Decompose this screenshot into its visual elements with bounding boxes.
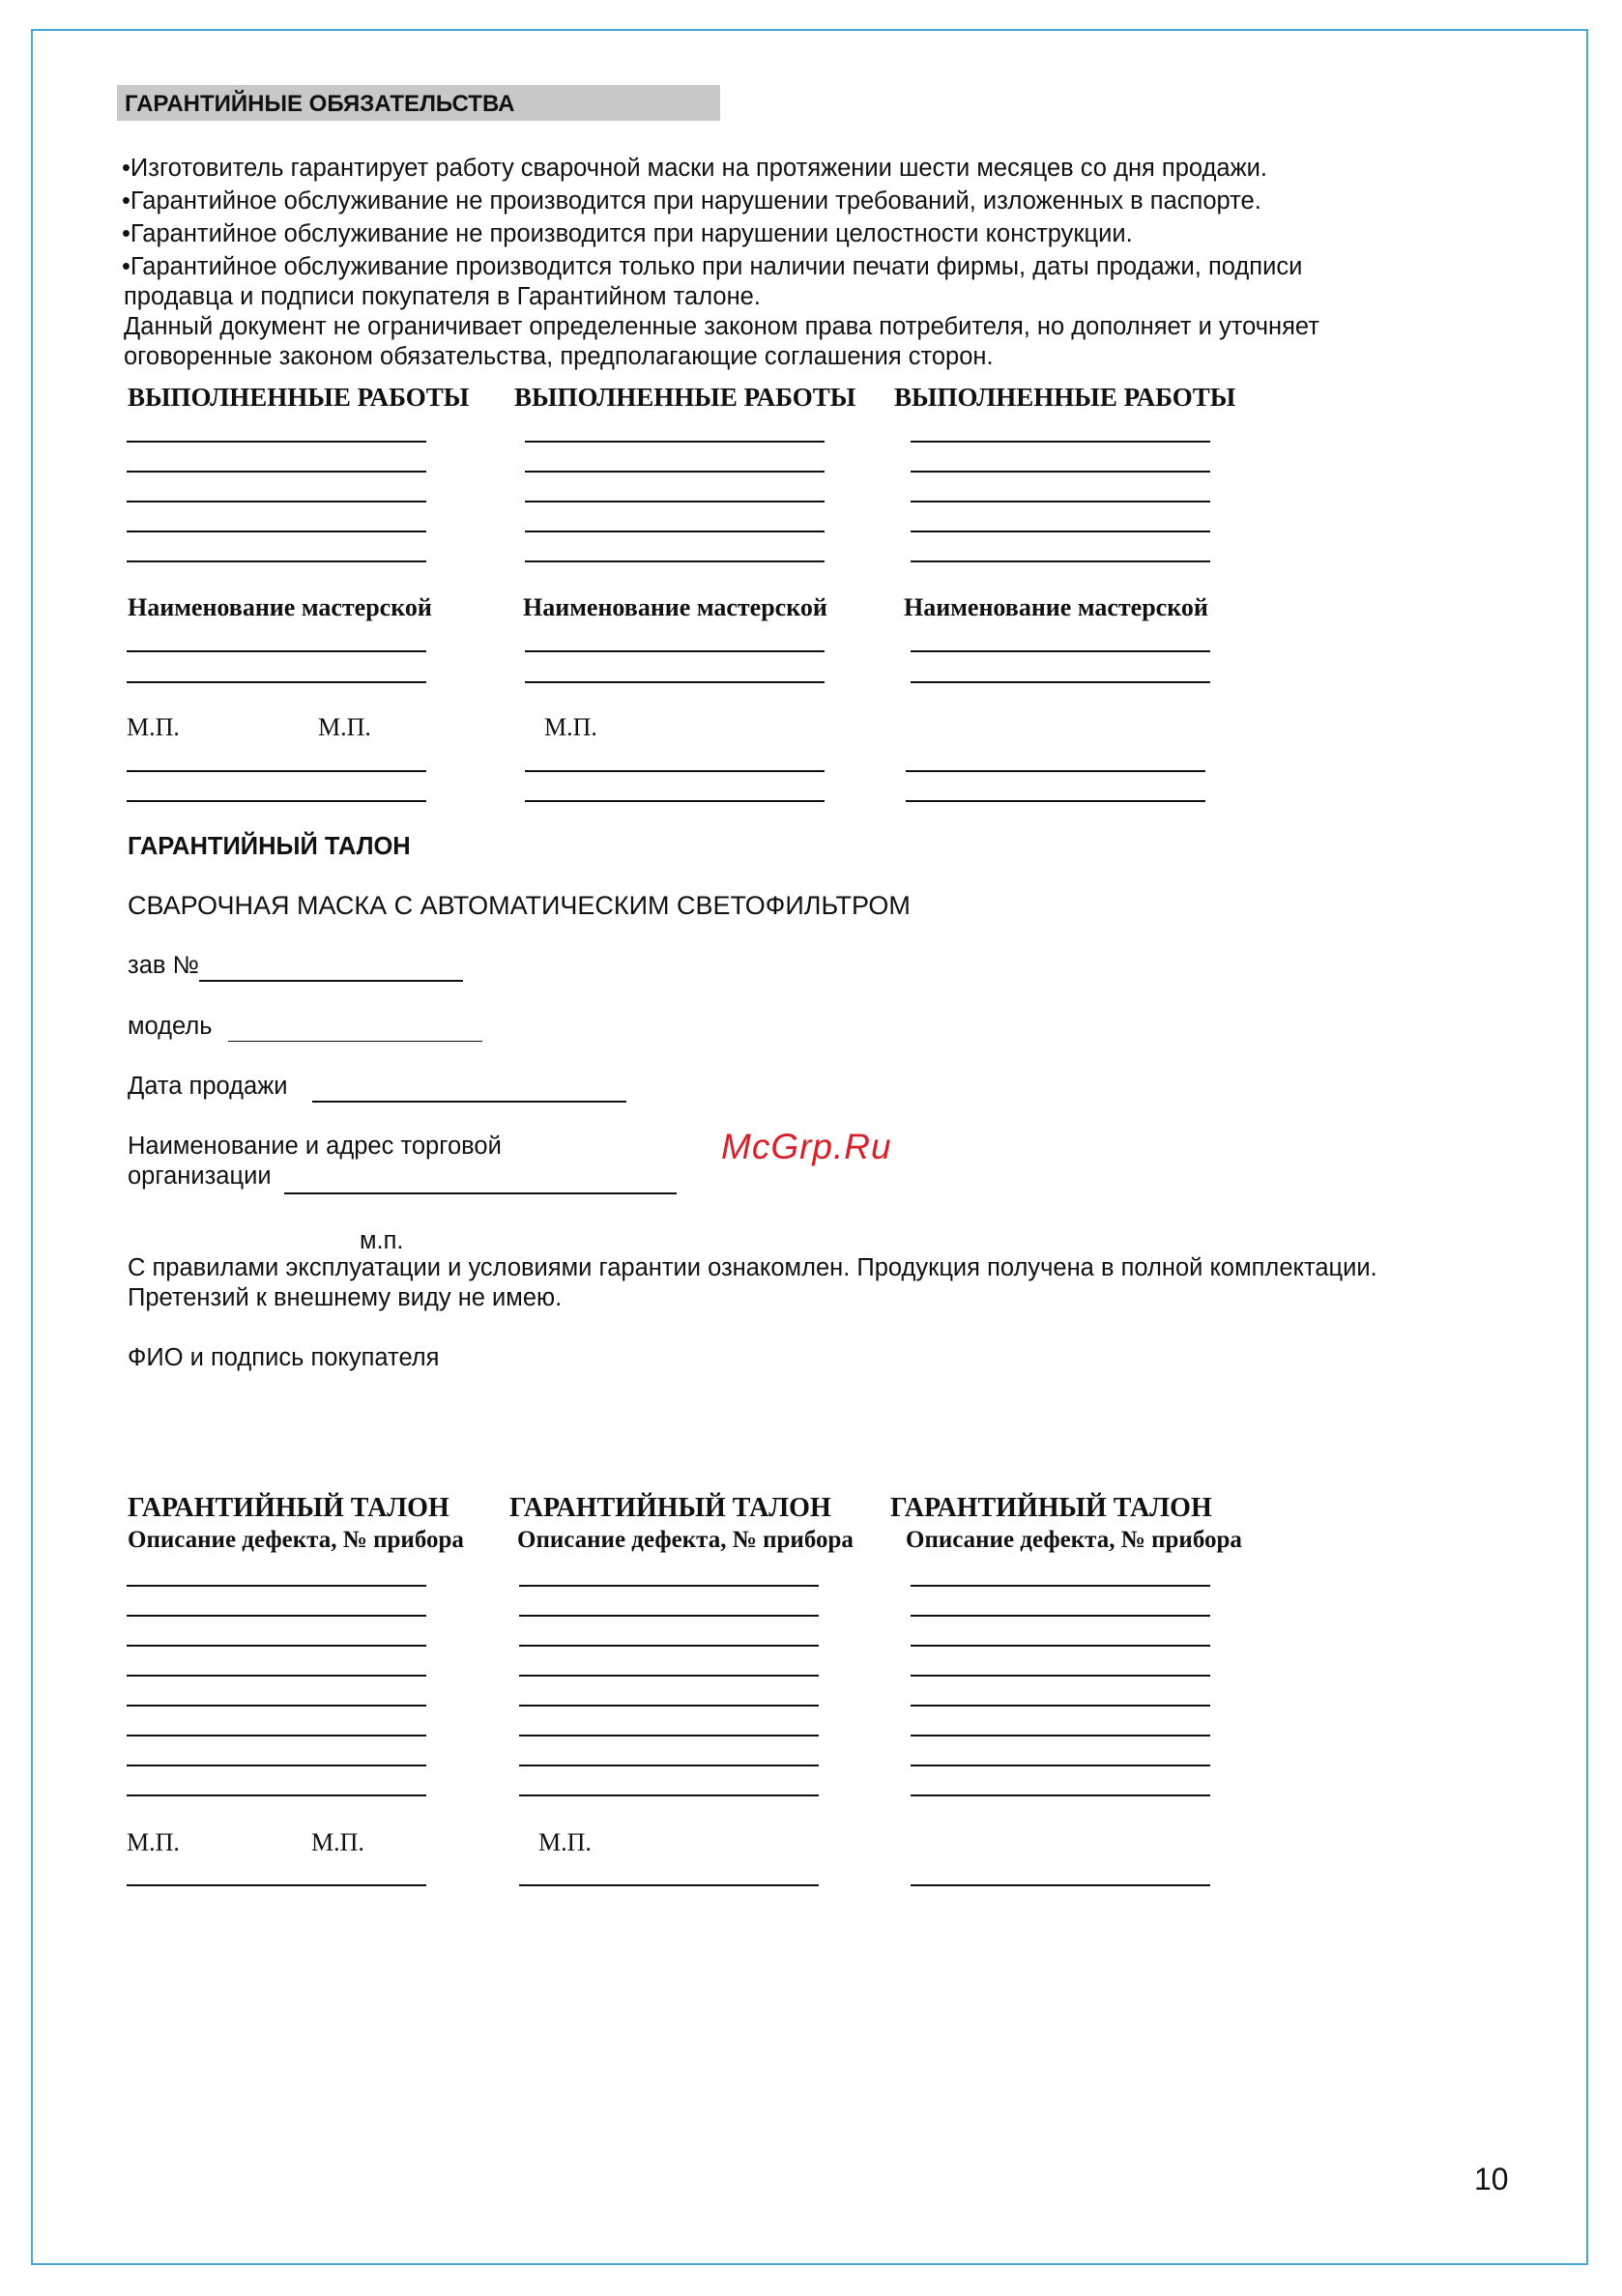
- acknowledgement-text: С правилами эксплуатации и условиями гарантии ознакомлен. Продукция получена в полной комплектации.: [128, 1254, 1377, 1281]
- stamp-label: М.П.: [127, 713, 180, 741]
- defect-entry-line[interactable]: [519, 1794, 819, 1796]
- warranty-disclaimer: оговоренные законом обязательства, предполагающие соглашения сторон.: [124, 343, 994, 370]
- defect-entry-line[interactable]: [911, 1765, 1210, 1766]
- workshop-entry-line[interactable]: [911, 650, 1210, 652]
- defect-entry-line[interactable]: [911, 1794, 1210, 1796]
- defect-entry-line[interactable]: [911, 1645, 1210, 1647]
- defect-entry-line[interactable]: [127, 1794, 426, 1796]
- defect-entry-line[interactable]: [127, 1645, 426, 1647]
- defect-entry-line[interactable]: [127, 1765, 426, 1766]
- defect-entry-line[interactable]: [911, 1735, 1210, 1736]
- organization-label: Наименование и адрес торговой: [128, 1133, 502, 1160]
- section-heading-warranty: ГАРАНТИЙНЫЕ ОБЯЗАТЕЛЬСТВА: [117, 85, 720, 121]
- defect-entry-line[interactable]: [911, 1705, 1210, 1707]
- watermark: McGrp.Ru: [721, 1127, 892, 1166]
- defect-entry-line[interactable]: [127, 1735, 426, 1736]
- defect-entry-line[interactable]: [519, 1645, 819, 1647]
- stamp-label: М.П.: [311, 1828, 364, 1856]
- works-column-heading: ВЫПОЛНЕННЫЕ РАБОТЫ: [514, 383, 856, 412]
- workshop-label: Наименование мастерской: [523, 593, 827, 621]
- signature-line[interactable]: [127, 800, 426, 802]
- warranty-bullet: •Изготовитель гарантирует работу сварочной маски на протяжении шести месяцев со дня продажи.: [122, 155, 1267, 182]
- stamp-label: М.П.: [544, 713, 597, 741]
- work-entry-line[interactable]: [525, 441, 825, 443]
- signature-line[interactable]: [906, 770, 1205, 772]
- workshop-entry-line[interactable]: [525, 650, 825, 652]
- coupon-defect-label: Описание дефекта, № прибора: [128, 1527, 464, 1553]
- work-entry-line[interactable]: [525, 531, 825, 532]
- defect-entry-line[interactable]: [519, 1585, 819, 1587]
- sale-date-field[interactable]: [312, 1101, 626, 1103]
- work-entry-line[interactable]: [911, 441, 1210, 443]
- model-field[interactable]: [228, 1041, 482, 1042]
- warranty-bullet: •Гарантийное обслуживание не производится при нарушении требований, изложенных в паспорте.: [122, 187, 1261, 215]
- work-entry-line[interactable]: [911, 531, 1210, 532]
- work-entry-line[interactable]: [127, 501, 426, 502]
- acknowledgement-text: Претензий к внешнему виду не имею.: [128, 1284, 563, 1311]
- work-entry-line[interactable]: [525, 471, 825, 473]
- defect-entry-line[interactable]: [519, 1735, 819, 1736]
- workshop-entry-line[interactable]: [127, 681, 426, 683]
- works-column-heading: ВЫПОЛНЕННЫЕ РАБОТЫ: [894, 383, 1236, 412]
- work-entry-line[interactable]: [127, 441, 426, 443]
- page-number: 10: [1474, 2162, 1509, 2196]
- works-column-heading: ВЫПОЛНЕННЫЕ РАБОТЫ: [128, 383, 470, 412]
- sale-date-label: Дата продажи: [128, 1073, 288, 1100]
- workshop-label: Наименование мастерской: [904, 593, 1208, 621]
- stamp-label: М.П.: [318, 713, 371, 741]
- warranty-bullet: •Гарантийное обслуживание производится только при наличии печати фирмы, даты продажи, подписи: [122, 253, 1303, 280]
- coupon-title: ГАРАНТИЙНЫЙ ТАЛОН: [128, 1493, 449, 1523]
- buyer-signature-label: ФИО и подпись покупателя: [128, 1344, 440, 1371]
- defect-entry-line[interactable]: [519, 1675, 819, 1677]
- signature-line[interactable]: [519, 1884, 819, 1886]
- signature-line[interactable]: [127, 770, 426, 772]
- talon-title: ГАРАНТИЙНЫЙ ТАЛОН: [128, 833, 411, 860]
- workshop-entry-line[interactable]: [127, 650, 426, 652]
- signature-line[interactable]: [525, 800, 825, 802]
- workshop-entry-line[interactable]: [911, 681, 1210, 683]
- serial-number-label: зав №: [128, 952, 199, 979]
- organization-label: организации: [128, 1162, 272, 1190]
- signature-line[interactable]: [911, 1884, 1210, 1886]
- defect-entry-line[interactable]: [911, 1585, 1210, 1587]
- model-label: модель: [128, 1013, 213, 1040]
- defect-entry-line[interactable]: [127, 1585, 426, 1587]
- defect-entry-line[interactable]: [519, 1705, 819, 1707]
- workshop-entry-line[interactable]: [525, 681, 825, 683]
- work-entry-line[interactable]: [127, 531, 426, 532]
- defect-entry-line[interactable]: [127, 1675, 426, 1677]
- defect-entry-line[interactable]: [519, 1615, 819, 1617]
- work-entry-line[interactable]: [911, 471, 1210, 473]
- defect-entry-line[interactable]: [911, 1615, 1210, 1617]
- defect-entry-line[interactable]: [519, 1765, 819, 1766]
- defect-entry-line[interactable]: [127, 1615, 426, 1617]
- defect-entry-line[interactable]: [911, 1675, 1210, 1677]
- defect-entry-line[interactable]: [127, 1705, 426, 1707]
- stamp-label: М.П.: [127, 1828, 180, 1856]
- coupon-defect-label: Описание дефекта, № прибора: [906, 1527, 1242, 1553]
- work-entry-line[interactable]: [911, 560, 1210, 562]
- organization-field[interactable]: [284, 1192, 677, 1194]
- warranty-disclaimer: Данный документ не ограничивает определенные законом права потребителя, но дополняет и уточняет: [124, 313, 1319, 340]
- work-entry-line[interactable]: [127, 471, 426, 473]
- work-entry-line[interactable]: [127, 560, 426, 562]
- coupon-defect-label: Описание дефекта, № прибора: [517, 1527, 854, 1553]
- work-entry-line[interactable]: [911, 501, 1210, 502]
- coupon-title: ГАРАНТИЙНЫЙ ТАЛОН: [890, 1493, 1212, 1523]
- serial-number-field[interactable]: [199, 980, 463, 982]
- product-name: СВАРОЧНАЯ МАСКА С АВТОМАТИЧЕСКИМ СВЕТОФИЛЬТРОМ: [128, 891, 911, 920]
- warranty-bullet: •Гарантийное обслуживание не производится при нарушении целостности конструкции.: [122, 220, 1133, 247]
- signature-line[interactable]: [525, 770, 825, 772]
- signature-line[interactable]: [906, 800, 1205, 802]
- warranty-bullet-continuation: продавца и подписи покупателя в Гарантийном талоне.: [124, 283, 761, 310]
- work-entry-line[interactable]: [525, 501, 825, 502]
- stamp-label: М.П.: [538, 1828, 592, 1856]
- signature-line[interactable]: [127, 1884, 426, 1886]
- workshop-label: Наименование мастерской: [128, 593, 432, 621]
- work-entry-line[interactable]: [525, 560, 825, 562]
- stamp-label: м.п.: [360, 1227, 404, 1254]
- coupon-title: ГАРАНТИЙНЫЙ ТАЛОН: [509, 1493, 831, 1523]
